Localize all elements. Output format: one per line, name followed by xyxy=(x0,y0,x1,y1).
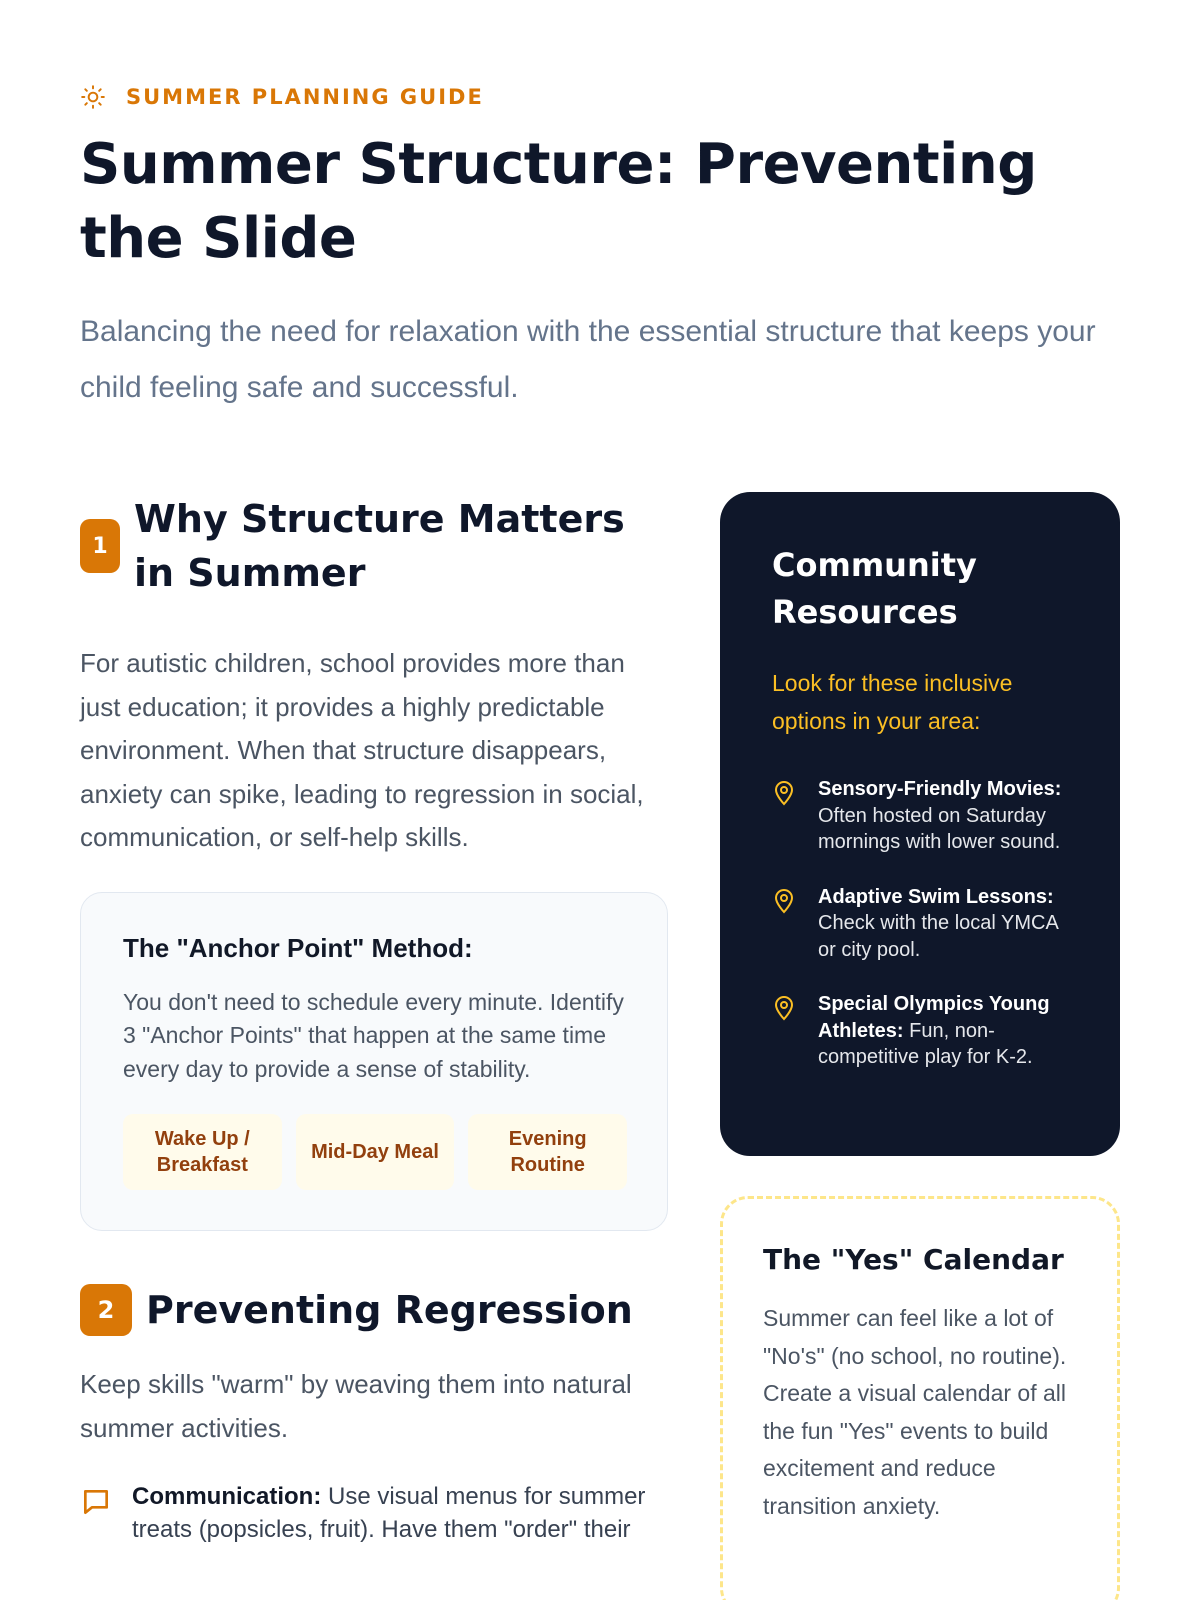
anchor-chip-evening: Evening Routine xyxy=(468,1114,627,1190)
yes-calendar-card xyxy=(720,1196,1120,1600)
community-resources-card xyxy=(720,492,1120,1156)
list-item-text xyxy=(818,884,1068,964)
anchor-card-text: You don't need to schedule every minute. Identify 3 "Anchor Points" that happen at the same time every day to provide a sense of stability. xyxy=(123,988,624,1082)
sidebar-column xyxy=(720,492,1120,1600)
section-preventing-regression xyxy=(80,1283,668,1546)
yes-calendar-text: Summer can feel like a lot of "No's" (no school, no routine). Create a visual calendar of all the fun "Yes" events to build excitement and reduce transition anxiety. xyxy=(763,1305,1067,1519)
main-column xyxy=(80,492,668,1546)
anchor-point-card xyxy=(80,892,668,1232)
sun-icon xyxy=(80,84,106,110)
eyebrow xyxy=(80,84,484,110)
list-item-label: Communication: xyxy=(132,1483,322,1510)
section-number-badge: 1 xyxy=(80,519,120,573)
eyebrow-label: SUMMER PLANNING GUIDE xyxy=(126,85,484,109)
speech-bubble-icon xyxy=(80,1486,112,1518)
list-item-text xyxy=(132,1480,668,1546)
section-why-structure xyxy=(80,492,668,1231)
anchor-chip-row xyxy=(123,1114,627,1190)
list-item-body: Check with the local YMCA or city pool. xyxy=(818,912,1058,961)
list-item-label: Sensory-Friendly Movies: xyxy=(818,778,1062,800)
anchor-chip-mid-day: Mid-Day Meal xyxy=(296,1114,455,1190)
list-item-label: Adaptive Swim Lessons: xyxy=(818,885,1054,908)
list-item-text xyxy=(818,776,1068,856)
map-pin-icon xyxy=(772,778,796,806)
section-body: For autistic children, school provides more than just education; it provides a highly predictable environment. When that structure disappears, anxiety can spike, leading to regression in social, communication, or self-help skills. xyxy=(80,648,644,852)
page-title: Summer Structure: Preventing the Slide xyxy=(80,132,1037,271)
list-item xyxy=(772,884,1068,964)
section-body: Keep skills "warm" by weaving them into natural summer activities. xyxy=(80,1369,632,1443)
map-pin-icon xyxy=(772,886,796,914)
section-title: Preventing Regression xyxy=(146,1288,633,1332)
list-item-body: Use visual menus for summer treats (popsicles, fruit). Have them "order" their xyxy=(132,1483,646,1543)
yes-calendar-title: The "Yes" Calendar xyxy=(763,1243,1064,1276)
community-list xyxy=(772,776,1068,1071)
list-item-body: Often hosted on Saturday mornings with lower sound. xyxy=(818,804,1061,853)
community-title: Community Resources xyxy=(772,546,977,631)
list-item xyxy=(80,1480,668,1546)
anchor-chip-wake-up: Wake Up / Breakfast xyxy=(123,1114,282,1190)
section-header xyxy=(80,1283,668,1337)
list-item-body: Fun, non-competitive play for K-2. xyxy=(818,1019,1033,1068)
list-item xyxy=(772,776,1068,856)
page-subtitle: Balancing the need for relaxation with the essential structure that keeps your child feeling safe and successful. xyxy=(80,315,1096,404)
list-item-label: Special Olympics Young Athletes: xyxy=(818,993,1050,1042)
list-item xyxy=(772,991,1068,1071)
section-title: Why Structure Matters in Summer xyxy=(134,497,625,595)
list-item-text xyxy=(818,991,1068,1071)
anchor-card-title: The "Anchor Point" Method: xyxy=(123,932,473,963)
map-pin-icon xyxy=(772,993,796,1021)
section-header xyxy=(80,492,668,600)
section-number-badge: 2 xyxy=(80,1284,132,1336)
community-subtitle: Look for these inclusive options in your area: xyxy=(772,670,1013,734)
